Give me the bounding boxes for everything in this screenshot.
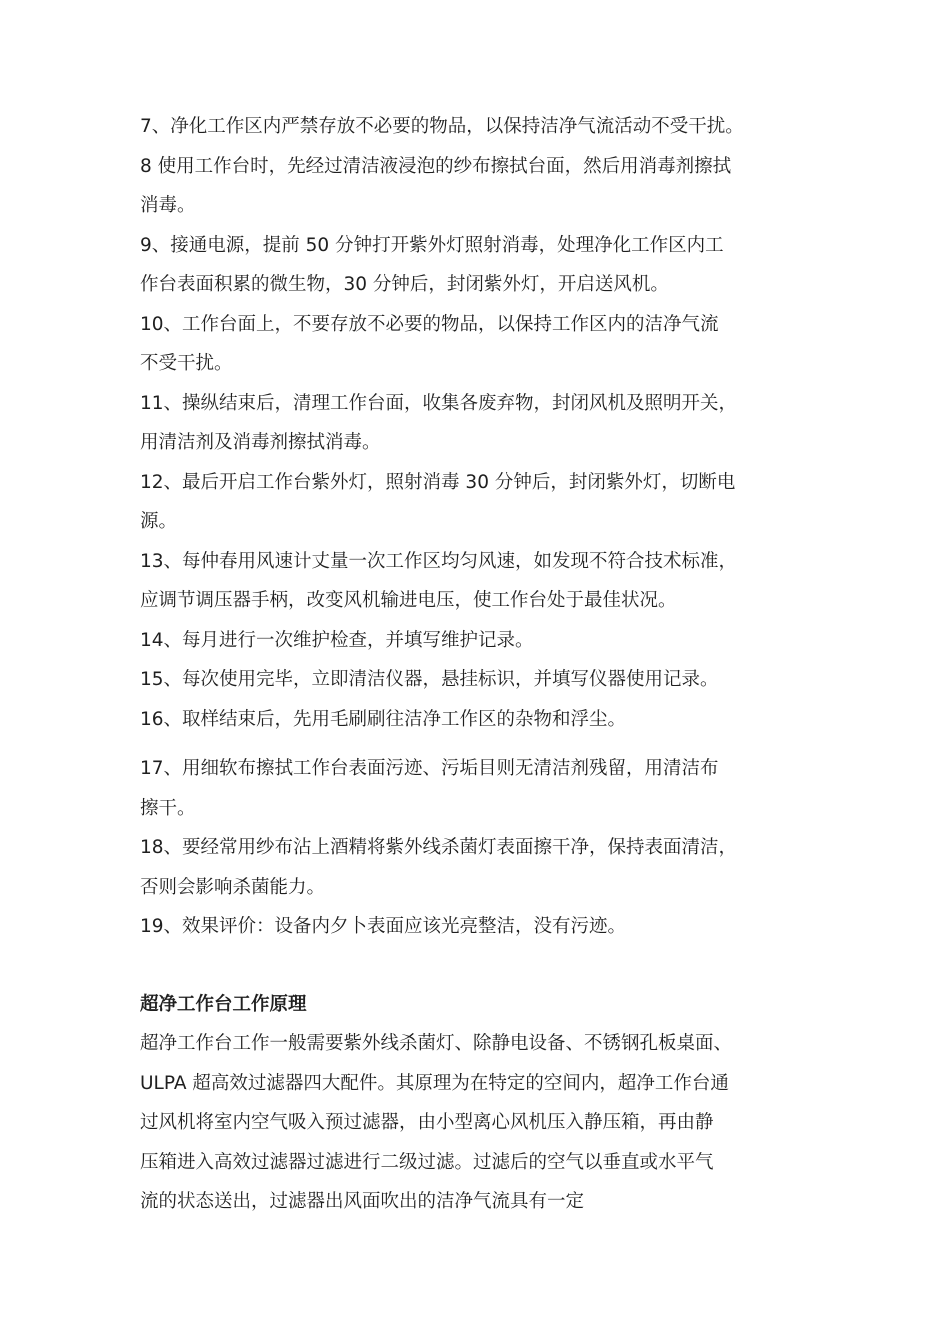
item-8-line-2: 消毒。 bbox=[140, 195, 196, 216]
item-11-line-2: 用清洁剂及消毒剂擦拭消毒。 bbox=[140, 432, 381, 453]
principle-line-1: 超净工作台工作一般需要紫外线杀菌灯、除静电设备、不锈钢孔板桌面、 bbox=[140, 1033, 733, 1054]
document-body bbox=[140, 107, 830, 1222]
item-11 bbox=[140, 384, 830, 463]
item-10-line-2: 不受干扰。 bbox=[140, 353, 233, 374]
item-18-line-2: 否则会影响杀菌能力。 bbox=[140, 876, 326, 898]
principle-line-2: ULPA 超高效过滤器四大配件。其原理为在特定的空间内，超净工作台通 bbox=[140, 1072, 729, 1094]
item-9-line-1: 9、接通电源，提前 50 分钟打开紫外灯照射消毒，处理净化工作区内工 bbox=[140, 234, 724, 256]
item-19 bbox=[140, 907, 830, 947]
item-19-line-1: 19、效果评价：设备内夕卜表面应该光亮整洁，没有污迹。 bbox=[140, 916, 627, 937]
principle-line-5: 流的状态送出，过滤器出风面吹出的洁净气流具有一定 bbox=[140, 1191, 585, 1212]
item-13-line-2: 应调节调压器手柄，改变风机输进电压，使工作台处于最佳状况。 bbox=[140, 590, 677, 611]
item-15-line-1: 15、每次使用完毕，立即清洁仪器，悬挂标识，并填写仪器使用记录。 bbox=[140, 669, 719, 690]
item-14 bbox=[140, 621, 830, 661]
principle-paragraph bbox=[140, 1024, 830, 1222]
item-18-line-1: 18、要经常用纱布沾上酒精将紫外线杀菌灯表面擦干净，保持表面清洁， bbox=[140, 837, 738, 858]
item-9 bbox=[140, 226, 830, 305]
item-12 bbox=[140, 463, 830, 542]
item-10 bbox=[140, 305, 830, 384]
section-heading: 超净工作台工作原理 bbox=[140, 993, 307, 1015]
item-18 bbox=[140, 828, 830, 907]
item-8 bbox=[140, 147, 830, 226]
item-7-line-1: 7、净化工作区内严禁存放不必要的物品，以保持洁净气流活动不受干扰。 bbox=[140, 116, 744, 137]
item-13-line-1: 13、每仲春用风速计丈量一次工作区均匀风速，如发现不符合技术标准， bbox=[140, 550, 738, 572]
item-16-line-1: 16、取样结束后，先用毛刷刷往洁净工作区的杂物和浮尘。 bbox=[140, 708, 627, 730]
item-16 bbox=[140, 700, 830, 740]
item-15 bbox=[140, 660, 830, 700]
item-17-line-2: 擦干。 bbox=[140, 797, 196, 819]
item-8-line-1: 8 使用工作台时，先经过清洁液浸泡的纱布擦拭台面，然后用消毒剂擦拭 bbox=[140, 155, 732, 177]
item-12-line-1: 12、最后开启工作台紫外灯，照射消毒 30 分钟后，封闭紫外灯，切断电 bbox=[140, 471, 736, 493]
item-13 bbox=[140, 542, 830, 621]
item-10-line-1: 10、工作台面上，不要存放不必要的物品，以保持工作区内的洁净气流 bbox=[140, 313, 719, 335]
principle-line-4: 压箱进入高效过滤器过滤进行二级过滤。过滤后的空气以垂直或水平气 bbox=[140, 1151, 714, 1173]
item-9-line-2: 作台表面积累的微生物，30 分钟后，封闭紫外灯，开启送风机。 bbox=[140, 274, 669, 295]
principle-line-3: 过风机将室内空气吸入预过滤器，由小型离心风机压入静压箱，再由静 bbox=[140, 1112, 714, 1133]
item-7 bbox=[140, 107, 830, 147]
item-17-line-1: 17、用细软布擦拭工作台表面污迹、污垢目则无清洁剂残留，用清洁布 bbox=[140, 758, 719, 779]
item-11-line-1: 11、操纵结束后，清理工作台面，收集各废弃物，封闭风机及照明开关， bbox=[140, 392, 738, 414]
item-17 bbox=[140, 749, 830, 828]
item-12-line-2: 源。 bbox=[140, 511, 178, 532]
item-14-line-1: 14、每月进行一次维护检查，并填写维护记录。 bbox=[140, 629, 534, 651]
